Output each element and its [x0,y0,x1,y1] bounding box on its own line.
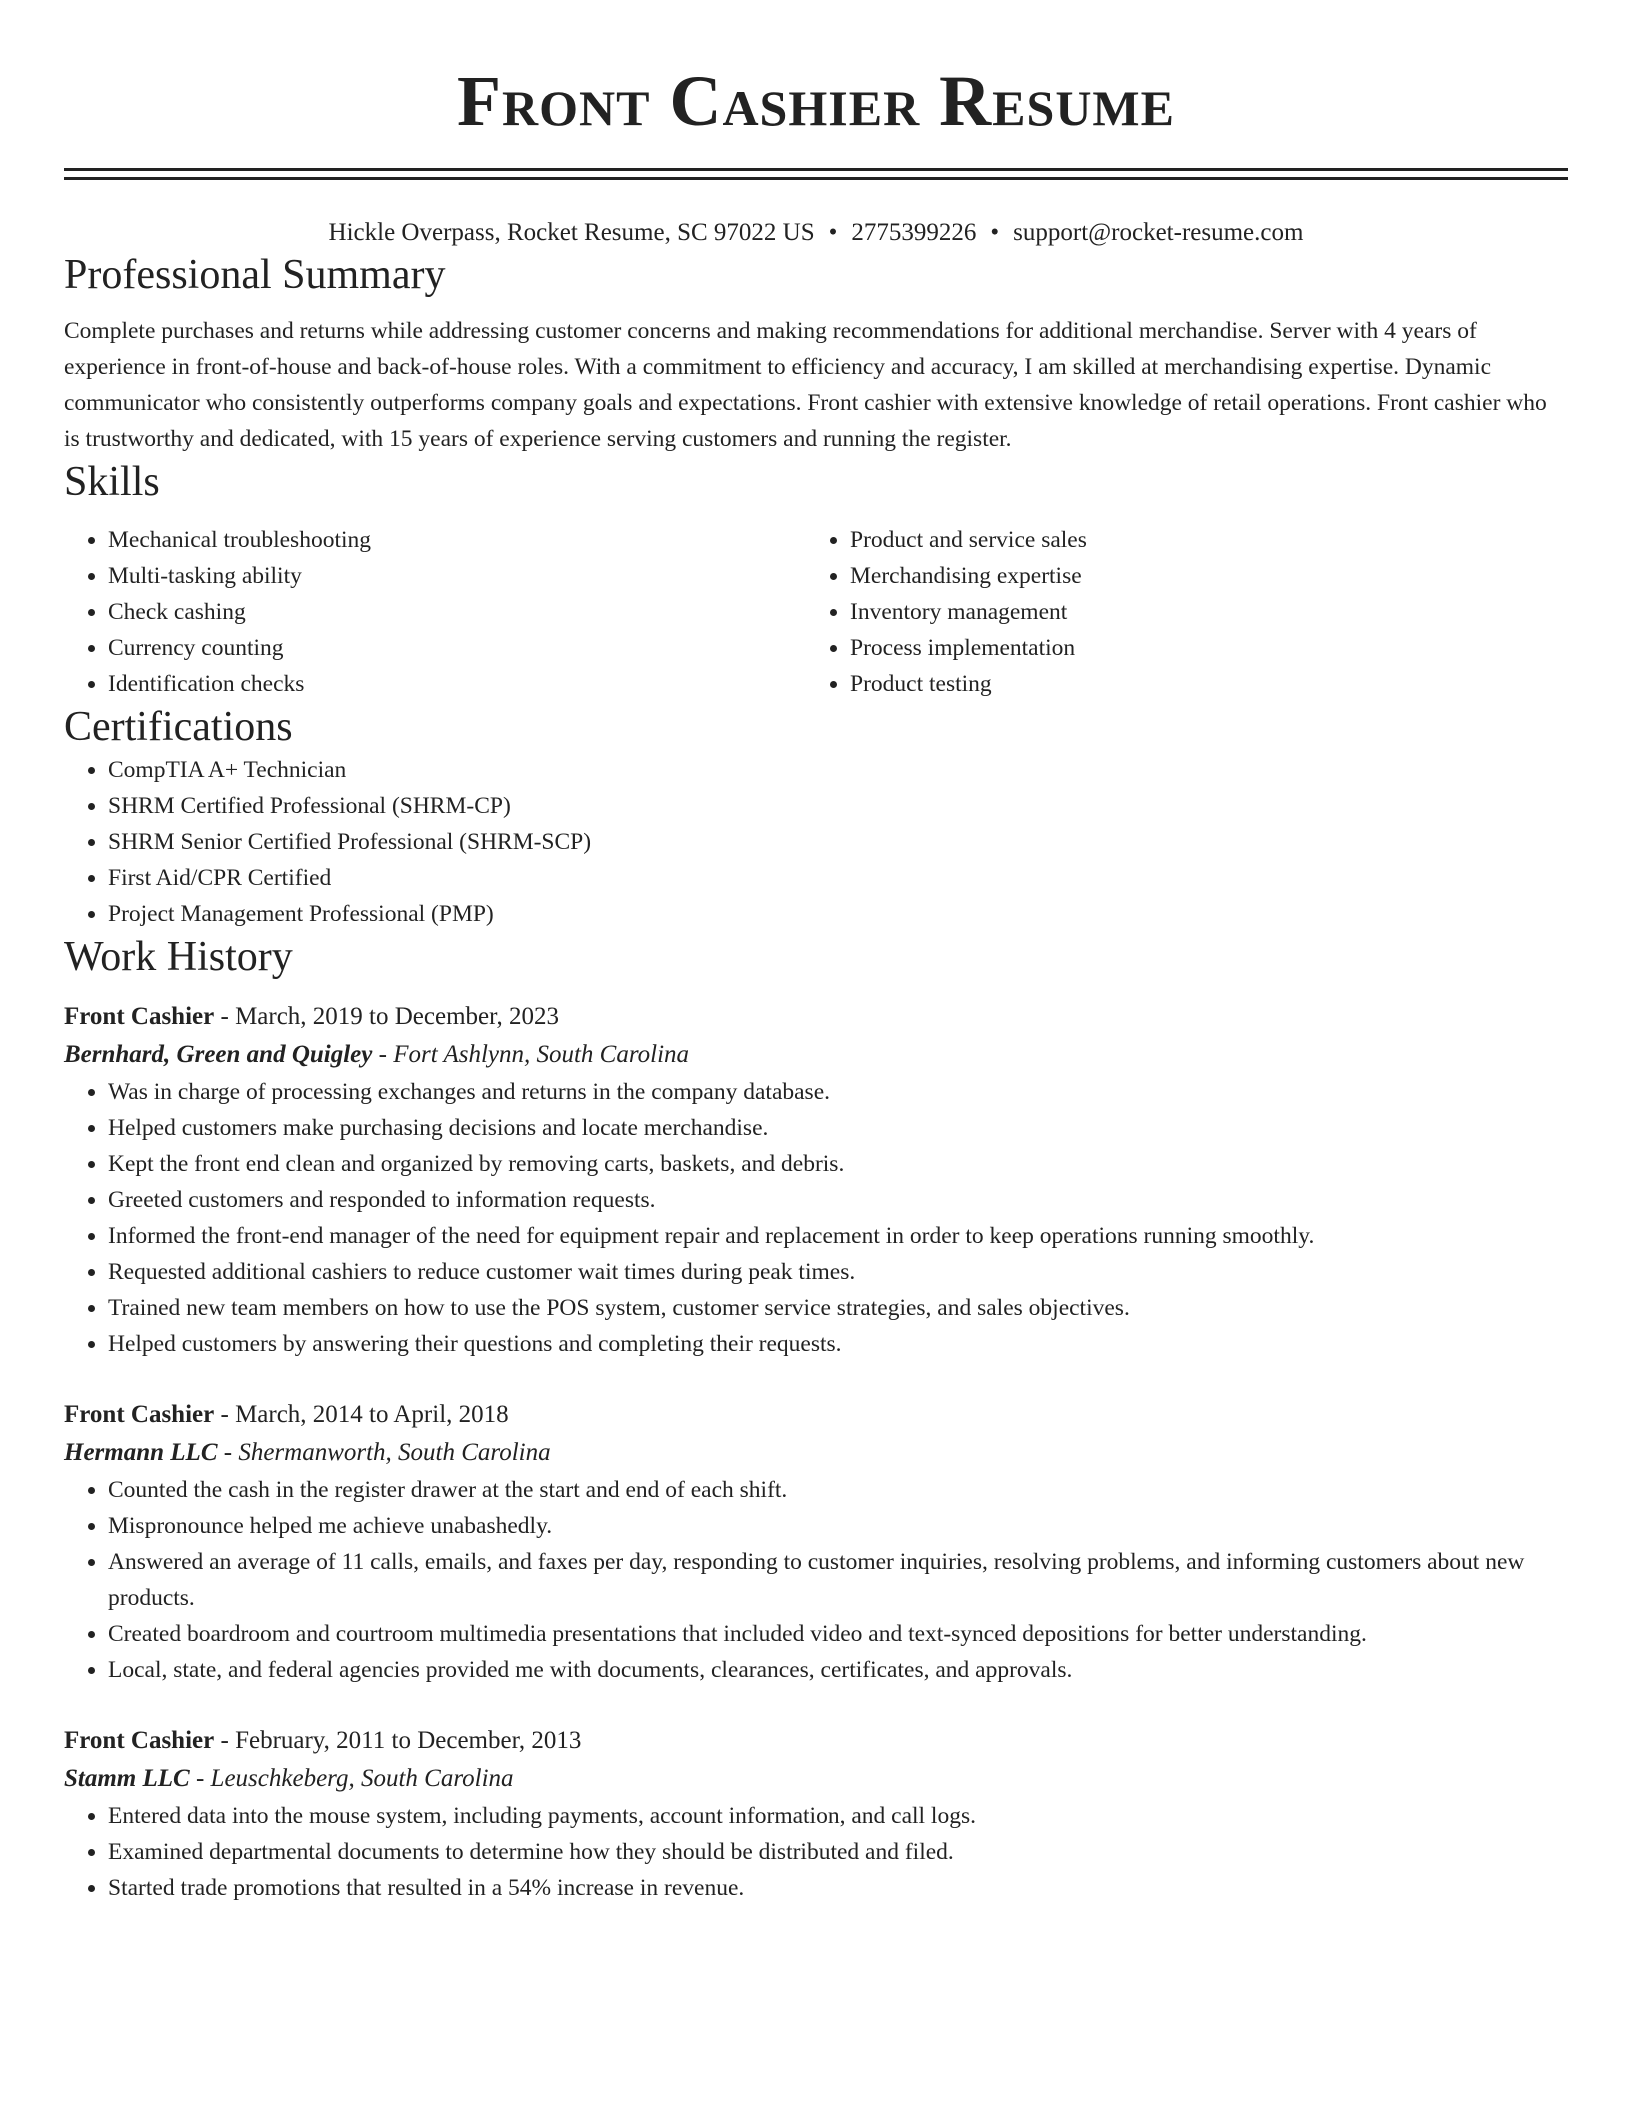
skill-item: • Product and service sales [850,522,1548,558]
skill-item: • Inventory management [850,594,1548,630]
skills-grid [64,522,1568,702]
contact-email: support@rocket-resume.com [1013,219,1304,246]
job-duty-item: • Helped customers make purchasing decisions and locate merchandise. [108,1110,1568,1146]
job-company: Bernhard, Green and Quigley [64,1041,373,1068]
job-duty-item: • Entered data into the mouse system, including payments, account information, and call logs. [108,1798,1568,1834]
work-history-heading: Work History [64,934,293,980]
job-role: Front Cashier [64,1401,215,1428]
skill-item: • Check cashing [108,594,806,630]
certifications-heading: Certifications [64,704,293,750]
summary-heading: Professional Summary [64,252,446,298]
job-duty-item: • Kept the front end clean and organized by removing carts, baskets, and debris. [108,1146,1568,1182]
job-duty-item: • Examined departmental documents to determine how they should be distributed and filed. [108,1834,1568,1870]
job-dates: March, 2019 to December, 2023 [235,1003,559,1030]
contact-separator: • [990,219,1000,246]
contact-phone: 2775399226 [851,219,977,246]
job-duty-item: • Local, state, and federal agencies provided me with documents, clearances, certificates, and approvals. [108,1652,1568,1688]
job-location: Leuschkeberg, South Carolina [210,1765,514,1792]
skill-item: • Merchandising expertise [850,558,1548,594]
job-dash: - [214,1003,236,1030]
certification-item: • SHRM Senior Certified Professional (SHRM-SCP) [108,824,1568,860]
job-role: Front Cashier [64,1727,215,1754]
job-duties-list [64,1472,1568,1688]
skill-item: • Multi-tasking ability [108,558,806,594]
job-dash: - [189,1765,211,1792]
skill-item: • Identification checks [108,666,806,702]
skills-list-right [806,522,1548,702]
job-duties-list [64,1798,1568,1906]
skills-heading: Skills [64,459,160,505]
job-dates: February, 2011 to December, 2013 [235,1727,582,1754]
job-entry [64,998,1568,1362]
job-duty-item: • Helped customers by answering their questions and completing their requests. [108,1326,1568,1362]
job-duty-item: • Trained new team members on how to use the POS system, customer service strategies, and sales objectives. [108,1290,1568,1326]
title-divider-thick [64,168,1568,171]
certification-item: • Project Management Professional (PMP) [108,896,1568,932]
job-title-line [64,998,1568,1036]
certifications-list [64,752,1568,932]
skills-list-left [64,522,806,702]
job-duty-item: • Informed the front-end manager of the need for equipment repair and replacement in order to keep operations running smoothly. [108,1218,1568,1254]
job-duty-item: • Requested additional cashiers to reduce customer wait times during peak times. [108,1254,1568,1290]
job-company-line [64,1036,1568,1074]
certification-item: • SHRM Certified Professional (SHRM-CP) [108,788,1568,824]
job-entry [64,1396,1568,1688]
job-company-line [64,1434,1568,1472]
job-duty-item: • Was in charge of processing exchanges and returns in the company database. [108,1074,1568,1110]
job-location: Shermanworth, South Carolina [238,1439,551,1466]
job-company-line [64,1760,1568,1798]
resume-title: Front Cashier Resume [457,61,1175,141]
job-role: Front Cashier [64,1003,215,1030]
title-divider-thin [64,177,1568,180]
skill-item: • Mechanical troubleshooting [108,522,806,558]
job-duty-item: • Answered an average of 11 calls, emails, and faxes per day, responding to customer inquiries, resolving problems, and informing customers about new products. [108,1544,1568,1616]
contact-separator: • [828,219,838,246]
job-duty-item: • Created boardroom and courtroom multimedia presentations that included video and text-synced depositions for better understanding. [108,1616,1568,1652]
job-company: Stamm LLC [64,1765,190,1792]
certification-item: • CompTIA A+ Technician [108,752,1568,788]
job-duty-item: • Started trade promotions that resulted in a 54% increase in revenue. [108,1870,1568,1906]
skills-column-left [64,522,806,702]
job-company: Hermann LLC [64,1439,218,1466]
contact-address: Hickle Overpass, Rocket Resume, SC 97022 US [328,219,815,246]
skill-item: • Product testing [850,666,1548,702]
resume-page [64,0,1568,1906]
summary-text: Complete purchases and returns while addressing customer concerns and making recommendations for additional merchandise. Server with 4 years of experience in front-of-house and back-of-house roles. With a commitment to efficiency and accuracy, I am skilled at merchandising expertise. Dynamic communicator who consistently outperforms company goals and expectations. Front cashier with extensive knowledge of retail operations. Front cashier who is trustworthy and dedicated, with 15 years of experience serving customers and running the register. [64,318,1547,452]
job-dash: - [214,1401,236,1428]
job-dash: - [372,1041,394,1068]
job-duty-item: • Mispronounce helped me achieve unabashedly. [108,1508,1568,1544]
job-duty-item: • Counted the cash in the register drawer at the start and end of each shift. [108,1472,1568,1508]
job-location: Fort Ashlynn, South Carolina [393,1041,690,1068]
job-title-line [64,1722,1568,1760]
job-duties-list [64,1074,1568,1362]
job-duty-item: • Greeted customers and responded to information requests. [108,1182,1568,1218]
job-entry [64,1722,1568,1906]
job-title-line [64,1396,1568,1434]
job-dash: - [214,1727,236,1754]
job-dash: - [217,1439,239,1466]
certification-item: • First Aid/CPR Certified [108,860,1568,896]
skill-item: • Process implementation [850,630,1548,666]
skills-column-right [806,522,1548,702]
job-dates: March, 2014 to April, 2018 [235,1401,509,1428]
contact-line [64,216,1568,250]
skill-item: • Currency counting [108,630,806,666]
